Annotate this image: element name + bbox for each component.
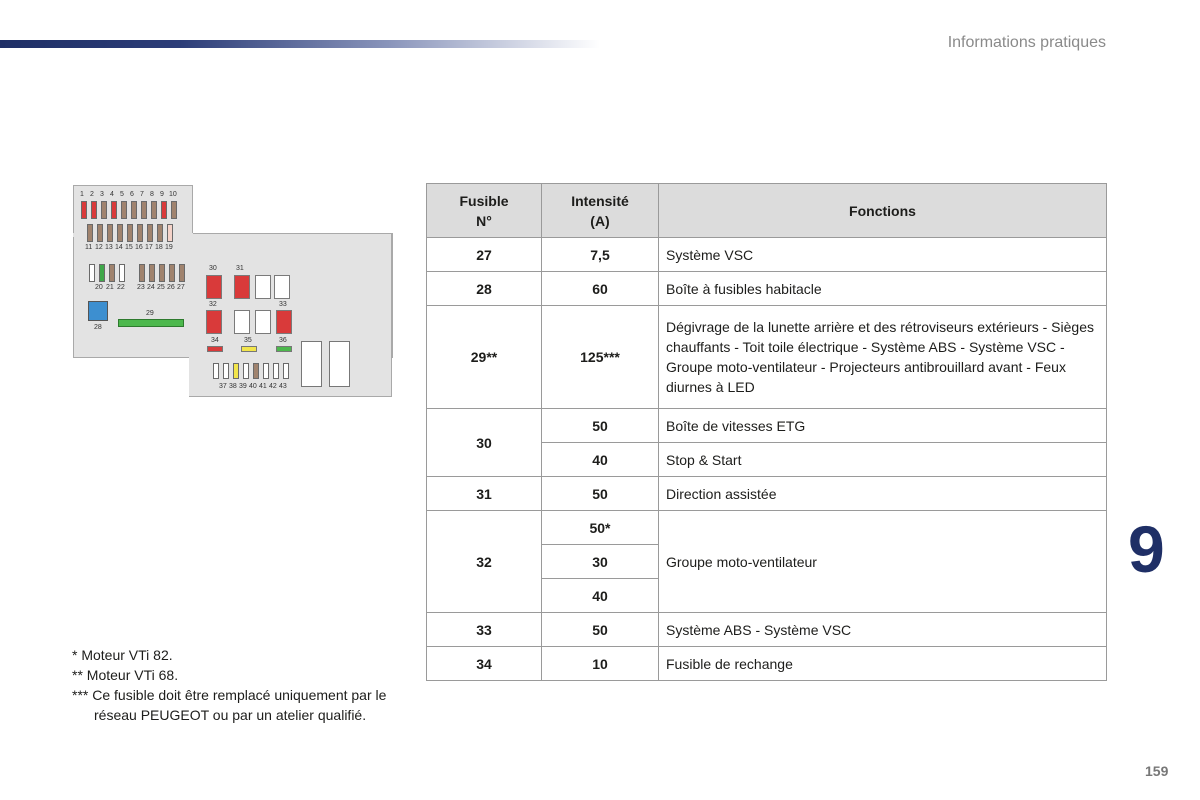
fuse-21 bbox=[99, 264, 105, 282]
fuse-label: 17 bbox=[145, 244, 153, 251]
fuse-label: 35 bbox=[244, 337, 252, 344]
fuse-22 bbox=[109, 264, 115, 282]
fuse-label: 3 bbox=[100, 191, 104, 198]
fuse-label: 7 bbox=[140, 191, 144, 198]
fuse-36 bbox=[276, 346, 292, 352]
fuse-6 bbox=[131, 201, 137, 219]
table-row bbox=[427, 477, 1107, 511]
table-header-row bbox=[427, 184, 1107, 238]
relay bbox=[301, 341, 322, 387]
amperage: 50* bbox=[542, 511, 659, 545]
fuse-label: 14 bbox=[115, 244, 123, 251]
fuse-4 bbox=[111, 201, 117, 219]
fuse-22b bbox=[119, 264, 125, 282]
fuse-18 bbox=[157, 224, 163, 242]
fuse-33 bbox=[276, 310, 292, 334]
fuse-23 bbox=[139, 264, 145, 282]
fuse-label: 22 bbox=[117, 284, 125, 291]
amperage: 7,5 bbox=[542, 238, 659, 272]
fuse-table bbox=[426, 183, 1107, 681]
table-row bbox=[427, 306, 1107, 409]
fuse-label: 19 bbox=[165, 244, 173, 251]
fuse-number: 32 bbox=[427, 511, 542, 613]
fuse-label: 15 bbox=[125, 244, 133, 251]
fuse-label: 43 bbox=[279, 383, 287, 390]
fuse-number: 31 bbox=[427, 477, 542, 511]
fuse-label: 37 bbox=[219, 383, 227, 390]
amperage: 40 bbox=[542, 443, 659, 477]
page-number: 159 bbox=[1145, 763, 1169, 779]
function: Fusible de rechange bbox=[659, 647, 1107, 681]
header-functions: Fonctions bbox=[659, 184, 1107, 238]
fuse-3 bbox=[101, 201, 107, 219]
fuse-number: 29** bbox=[427, 306, 542, 409]
header-fuse-line2: N° bbox=[476, 212, 492, 229]
fuse-label: 13 bbox=[105, 244, 113, 251]
amperage: 10 bbox=[542, 647, 659, 681]
fuse-15 bbox=[127, 224, 133, 242]
fuse-39 bbox=[233, 363, 239, 379]
function: Dégivrage de la lunette arrière et des rétroviseurs extérieurs - Sièges chauffants - Toit toile électrique - Système ABS - Système VSC - Groupe moto-ventilateur - Projecteurs antibrouillard avant - Feux diurnes à LED bbox=[659, 306, 1107, 409]
amperage: 50 bbox=[542, 613, 659, 647]
header-amp-line2: (A) bbox=[590, 212, 610, 229]
fuse-label: 25 bbox=[157, 284, 165, 291]
footnote: ** Moteur VTi 68. bbox=[72, 667, 179, 683]
relay bbox=[329, 341, 350, 387]
fuse-label: 39 bbox=[239, 383, 247, 390]
fuse-20 bbox=[89, 264, 95, 282]
fuse-label: 5 bbox=[120, 191, 124, 198]
amperage: 60 bbox=[542, 272, 659, 306]
fuse-label: 40 bbox=[249, 383, 257, 390]
fuse-slot bbox=[255, 275, 271, 299]
fuse-slot bbox=[255, 310, 271, 334]
fuse-25 bbox=[159, 264, 165, 282]
fuse-label: 9 bbox=[160, 191, 164, 198]
header-amp-line1: Intensité bbox=[571, 192, 629, 209]
fuse-24 bbox=[149, 264, 155, 282]
fuse-label: 4 bbox=[110, 191, 114, 198]
fuse-30 bbox=[206, 275, 222, 299]
fuse-label: 42 bbox=[269, 383, 277, 390]
fuse-26 bbox=[169, 264, 175, 282]
fuse-27 bbox=[179, 264, 185, 282]
section-title: Informations pratiques bbox=[947, 34, 1106, 51]
fuse-35 bbox=[241, 346, 257, 352]
fuse-label: 1 bbox=[80, 191, 84, 198]
table-row bbox=[427, 647, 1107, 681]
fuse-28 bbox=[88, 301, 108, 321]
fuse-14 bbox=[117, 224, 123, 242]
fuse-40 bbox=[243, 363, 249, 379]
footnote: * Moteur VTi 82. bbox=[72, 647, 173, 663]
header-fuse-line1: Fusible bbox=[459, 192, 509, 209]
fuse-slot bbox=[234, 310, 250, 334]
fuse-10 bbox=[171, 201, 177, 219]
fuse-37 bbox=[213, 363, 219, 379]
fuse-label: 32 bbox=[209, 301, 217, 308]
table-row bbox=[427, 238, 1107, 272]
fuse-label: 27 bbox=[177, 284, 185, 291]
fuse-label: 30 bbox=[209, 265, 217, 272]
header-fuse bbox=[427, 184, 542, 238]
function: Boîte de vitesses ETG bbox=[659, 409, 1107, 443]
function: Groupe moto-ventilateur bbox=[659, 511, 1107, 613]
amperage: 30 bbox=[542, 545, 659, 579]
fuse-label: 29 bbox=[146, 310, 154, 317]
fuse-label: 38 bbox=[229, 383, 237, 390]
fuse-8 bbox=[151, 201, 157, 219]
amperage: 40 bbox=[542, 579, 659, 613]
amperage: 125*** bbox=[542, 306, 659, 409]
fuse-label: 2 bbox=[90, 191, 94, 198]
fuse-19 bbox=[167, 224, 173, 242]
fuse-13 bbox=[107, 224, 113, 242]
fuse-number: 27 bbox=[427, 238, 542, 272]
function: Système ABS - Système VSC bbox=[659, 613, 1107, 647]
fuse-12 bbox=[97, 224, 103, 242]
fuse-5 bbox=[121, 201, 127, 219]
fuse-label: 10 bbox=[169, 191, 177, 198]
header-accent-bar bbox=[0, 40, 600, 48]
fuse-2 bbox=[91, 201, 97, 219]
fuse-11 bbox=[87, 224, 93, 242]
function: Système VSC bbox=[659, 238, 1107, 272]
table-row bbox=[427, 409, 1107, 443]
fuse-34 bbox=[207, 346, 223, 352]
fuse-box-diagram bbox=[73, 185, 393, 397]
fuse-29 bbox=[118, 319, 184, 327]
fuse-32 bbox=[206, 310, 222, 334]
fuse-17 bbox=[147, 224, 153, 242]
fuse-label: 16 bbox=[135, 244, 143, 251]
fuse-number: 33 bbox=[427, 613, 542, 647]
footnote: *** Ce fusible doit être remplacé uniquement par le réseau PEUGEOT ou par un atelier qualifié. bbox=[72, 687, 387, 723]
fuse-38 bbox=[223, 363, 229, 379]
fuse-42 bbox=[263, 363, 269, 379]
fuse-number: 30 bbox=[427, 409, 542, 477]
fuse-label: 23 bbox=[137, 284, 145, 291]
fuse-slot bbox=[283, 363, 289, 379]
chapter-number: 9 bbox=[1128, 512, 1165, 586]
fuse-label: 26 bbox=[167, 284, 175, 291]
table-row bbox=[427, 613, 1107, 647]
fuse-label: 18 bbox=[155, 244, 163, 251]
fuse-label: 33 bbox=[279, 301, 287, 308]
fuse-31 bbox=[234, 275, 250, 299]
table-row bbox=[427, 511, 1107, 545]
amperage: 50 bbox=[542, 477, 659, 511]
function: Stop & Start bbox=[659, 443, 1107, 477]
fuse-label: 11 bbox=[85, 244, 93, 251]
fuse-label: 12 bbox=[95, 244, 103, 251]
fuse-number: 34 bbox=[427, 647, 542, 681]
fuse-1 bbox=[81, 201, 87, 219]
fuse-slot bbox=[274, 275, 290, 299]
fuse-label: 8 bbox=[150, 191, 154, 198]
function: Boîte à fusibles habitacle bbox=[659, 272, 1107, 306]
fuse-16 bbox=[137, 224, 143, 242]
fuse-number: 28 bbox=[427, 272, 542, 306]
fuse-label: 24 bbox=[147, 284, 155, 291]
fuse-label: 36 bbox=[279, 337, 287, 344]
fuse-7 bbox=[141, 201, 147, 219]
fuse-label: 28 bbox=[94, 324, 102, 331]
footnotes bbox=[72, 645, 392, 725]
fuse-label: 6 bbox=[130, 191, 134, 198]
fuse-41 bbox=[253, 363, 259, 379]
table-row bbox=[427, 272, 1107, 306]
function: Direction assistée bbox=[659, 477, 1107, 511]
header-amperage bbox=[542, 184, 659, 238]
amperage: 50 bbox=[542, 409, 659, 443]
fuse-43 bbox=[273, 363, 279, 379]
fuse-label: 34 bbox=[211, 337, 219, 344]
fuse-label: 21 bbox=[106, 284, 114, 291]
fuse-label: 20 bbox=[95, 284, 103, 291]
fuse-label: 31 bbox=[236, 265, 244, 272]
fuse-label: 41 bbox=[259, 383, 267, 390]
fuse-9 bbox=[161, 201, 167, 219]
